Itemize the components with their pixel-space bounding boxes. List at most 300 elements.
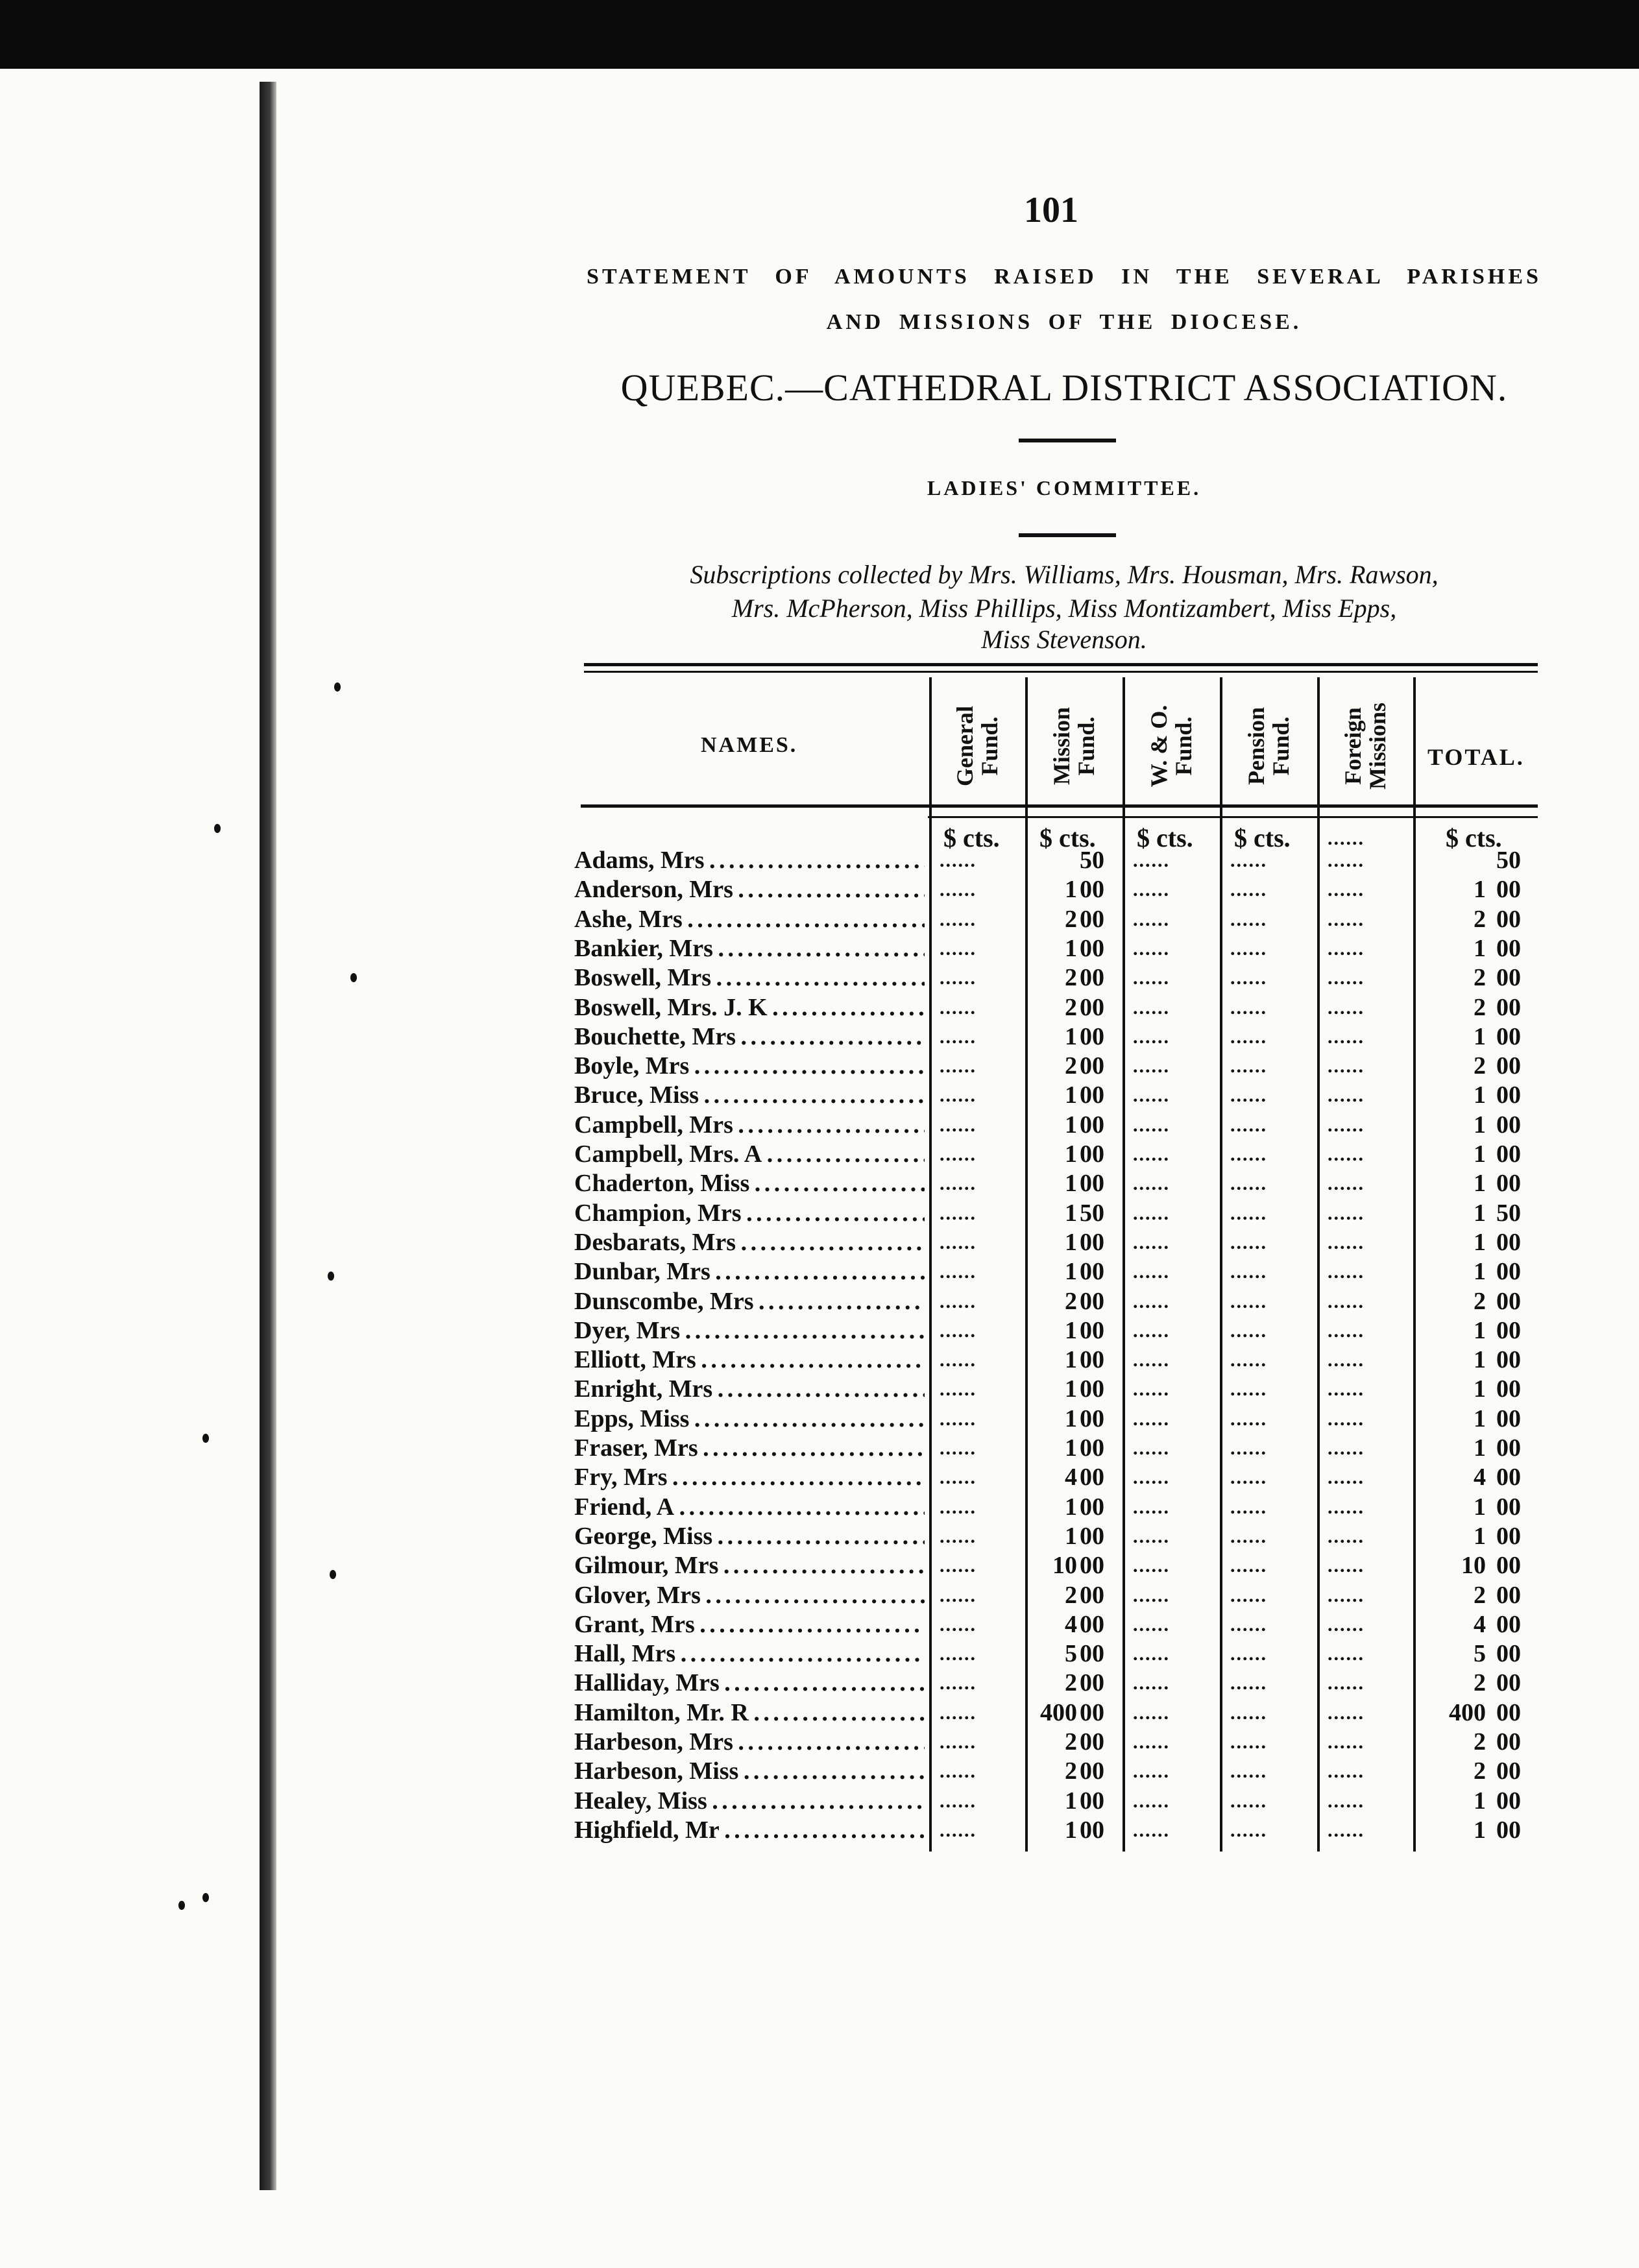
leader-dots: ...... — [940, 1349, 977, 1371]
table-row — [574, 1669, 1541, 1698]
mission-dollars: 1 — [1065, 1023, 1077, 1050]
mission-dollars: 1 — [1065, 1081, 1077, 1109]
table-row — [574, 1551, 1541, 1580]
leader-dots: ...... — [940, 1115, 977, 1136]
column-header-line: Fund. — [1268, 716, 1294, 776]
leader-dots: ...... — [1328, 1173, 1365, 1194]
column-header — [953, 706, 1002, 786]
row-name: Fraser, Mrs . . . — [574, 1434, 925, 1463]
leader-dots: ...... — [1133, 1820, 1170, 1841]
mission-cents: 00 — [1080, 1375, 1104, 1403]
table-row — [574, 993, 1541, 1022]
total-cents: 00 — [1496, 1111, 1521, 1139]
leader-dots: ...... — [1230, 1203, 1267, 1224]
mission-cents: 00 — [1080, 994, 1104, 1021]
mission-dollars: 2 — [1065, 906, 1077, 933]
leader-dots: ...... — [1328, 1203, 1365, 1224]
total-cents: 00 — [1496, 1728, 1521, 1755]
mission-cents: 00 — [1080, 1434, 1104, 1462]
mission-dollars: 400 — [1040, 1699, 1077, 1726]
leader-dots: ...... — [1328, 879, 1365, 900]
total-cents: 00 — [1496, 1405, 1521, 1432]
total-cents: 00 — [1496, 1640, 1521, 1667]
mission-cents: 50 — [1080, 847, 1104, 874]
total-cents: 00 — [1496, 1493, 1521, 1521]
statement-subheading: AND MISSIONS OF THE DIOCESE. — [826, 310, 1302, 334]
table-row — [574, 1522, 1541, 1551]
table-row — [574, 1493, 1541, 1522]
total-dollars: 1 — [1474, 1405, 1486, 1432]
total-dollars: 1 — [1474, 1434, 1486, 1462]
leader-dots: ...... — [1328, 1438, 1365, 1459]
leader-dots: ...... — [1133, 1761, 1170, 1782]
column-header — [1049, 707, 1099, 785]
column-header-line: Pension — [1243, 706, 1269, 786]
mission-cents: 00 — [1080, 1464, 1104, 1491]
table-row — [574, 1257, 1541, 1286]
mission-cents: 00 — [1080, 1611, 1104, 1638]
names-header: NAMES. — [701, 733, 798, 757]
mission-dollars: 1 — [1065, 1170, 1077, 1197]
leader-dots: ...... — [1230, 1144, 1267, 1165]
mission-dollars: 1 — [1065, 1317, 1077, 1344]
leader-dots: ...... — [1133, 1555, 1170, 1576]
leader-dots: ...... — [1133, 1702, 1170, 1724]
leader-dots: ...... — [1133, 1614, 1170, 1635]
leader-dots: ...... — [1133, 1291, 1170, 1312]
mission-cents: 00 — [1080, 1640, 1104, 1667]
leader-dots: ...... — [940, 1585, 977, 1606]
leader-dots: ...... — [940, 850, 977, 871]
mission-cents: 00 — [1080, 1728, 1104, 1755]
mission-cents: 00 — [1080, 1523, 1104, 1550]
total-dollars: 1 — [1474, 935, 1486, 962]
leader-dots: ...... — [1230, 1497, 1267, 1518]
mission-cents: 00 — [1080, 876, 1104, 903]
table-row — [574, 1434, 1541, 1463]
row-name: Bruce, Miss . . . — [574, 1081, 925, 1110]
mission-dollars: 2 — [1065, 1052, 1077, 1080]
mission-cents: 00 — [1080, 1052, 1104, 1080]
table-row — [574, 1375, 1541, 1404]
column-header-line: General — [952, 706, 978, 786]
row-name: Ashe, Mrs . . . — [574, 905, 925, 934]
mission-cents: 00 — [1080, 1140, 1104, 1168]
leader-dots: ...... — [1133, 1379, 1170, 1400]
leader-dots: ...... — [1328, 1791, 1365, 1812]
row-name: Boswell, Mrs. J. K . . . — [574, 993, 925, 1022]
total-dollars: 2 — [1474, 1669, 1486, 1696]
total-cents: 00 — [1496, 1375, 1521, 1403]
leader-dots: ...... — [940, 1379, 977, 1400]
leader-dots: ...... — [1328, 1555, 1365, 1576]
row-name: Elliott, Mrs . . . — [574, 1345, 925, 1375]
total-dollars: 2 — [1474, 964, 1486, 991]
table-header-rule — [581, 804, 1538, 808]
leader-dots: ...... — [940, 1643, 977, 1665]
table-row — [574, 1757, 1541, 1786]
subscriptions-line-2: Mrs. McPherson, Miss Phillips, Miss Montizambert, Miss Epps, — [731, 594, 1397, 623]
total-dollars: 1 — [1474, 1200, 1486, 1227]
mission-cents: 00 — [1080, 1405, 1104, 1432]
leader-dots: ...... — [1133, 938, 1170, 959]
total-cents: 00 — [1496, 1081, 1521, 1109]
row-name: Halliday, Mrs . . . — [574, 1669, 925, 1698]
column-header — [1147, 705, 1196, 788]
row-name: Dunscombe, Mrs . . . — [574, 1287, 925, 1316]
mission-cents: 00 — [1080, 1582, 1104, 1609]
leader-dots: ...... — [1328, 828, 1365, 849]
mission-dollars: 1 — [1065, 1258, 1077, 1285]
leader-dots: ...... — [940, 1672, 977, 1694]
margin-speck — [202, 1434, 209, 1443]
total-dollars: 1 — [1474, 1493, 1486, 1521]
total-cents: 00 — [1496, 1816, 1521, 1844]
leader-dots: ...... — [940, 1026, 977, 1048]
table-top-rule — [584, 663, 1538, 666]
table-header-rule — [928, 816, 1538, 818]
leader-dots: ...... — [1328, 1144, 1365, 1165]
row-name: Campbell, Mrs. A . . . — [574, 1140, 925, 1169]
total-cents: 00 — [1496, 1552, 1521, 1579]
row-name: Harbeson, Miss . . . — [574, 1757, 925, 1786]
table-row — [574, 875, 1541, 904]
total-cents: 00 — [1496, 1434, 1521, 1462]
total-cents: 50 — [1496, 847, 1521, 874]
leader-dots: ...... — [940, 1056, 977, 1077]
column-header-line: Foreign — [1340, 707, 1366, 785]
leader-dots: ...... — [1133, 909, 1170, 930]
table-row — [574, 1581, 1541, 1610]
table-row — [574, 846, 1541, 875]
leader-dots: ...... — [940, 1555, 977, 1576]
leader-dots: ...... — [940, 1702, 977, 1724]
mission-dollars: 10 — [1052, 1552, 1077, 1579]
total-dollars: 1 — [1474, 1787, 1486, 1815]
column-header — [1244, 707, 1293, 785]
row-name: Glover, Mrs . . . — [574, 1581, 925, 1610]
leader-dots: ...... — [1328, 1614, 1365, 1635]
mission-dollars: 1 — [1065, 1375, 1077, 1403]
leader-dots: ...... — [1328, 938, 1365, 959]
leader-dots: ...... — [1328, 1026, 1365, 1048]
total-dollars: 2 — [1474, 1288, 1486, 1315]
table-row — [574, 1287, 1541, 1316]
mission-dollars: 1 — [1065, 1405, 1077, 1432]
leader-dots: ...... — [940, 1144, 977, 1165]
leader-dots: ...... — [940, 1791, 977, 1812]
table-row — [574, 1111, 1541, 1140]
row-name: Adams, Mrs . . . — [574, 846, 925, 875]
total-dollars: 1 — [1474, 1258, 1486, 1285]
mission-dollars: 1 — [1065, 935, 1077, 962]
leader-dots: ...... — [940, 1467, 977, 1488]
mission-dollars: 2 — [1065, 1757, 1077, 1785]
table-row — [574, 934, 1541, 963]
row-name: Boswell, Mrs . . . — [574, 963, 925, 993]
leader-dots: ...... — [1328, 1820, 1365, 1841]
total-dollars: 1 — [1474, 1140, 1486, 1168]
total-dollars: 1 — [1474, 1523, 1486, 1550]
mission-cents: 00 — [1080, 1787, 1104, 1815]
leader-dots: ...... — [1133, 1026, 1170, 1048]
leader-dots: ...... — [1230, 1349, 1267, 1371]
mission-dollars: 2 — [1065, 1669, 1077, 1696]
mission-dollars: 1 — [1065, 1816, 1077, 1844]
leader-dots: ...... — [1133, 1320, 1170, 1342]
table-row — [574, 963, 1541, 993]
page-number: 101 — [1024, 190, 1078, 230]
total-cents: 00 — [1496, 1669, 1521, 1696]
total-dollars: 2 — [1474, 1052, 1486, 1080]
mission-cents: 00 — [1080, 1669, 1104, 1696]
column-header-line: Fund. — [977, 716, 1002, 776]
total-cents: 00 — [1496, 1140, 1521, 1168]
total-dollars: 1 — [1474, 1081, 1486, 1109]
margin-speck — [214, 824, 221, 833]
margin-speck — [330, 1570, 336, 1579]
table-row — [574, 1787, 1541, 1816]
column-units: $ cts. — [1234, 823, 1291, 852]
mission-cents: 00 — [1080, 1816, 1104, 1844]
margin-speck — [334, 682, 341, 692]
leader-dots: ...... — [1133, 1526, 1170, 1547]
total-cents: 00 — [1496, 1611, 1521, 1638]
row-name: Anderson, Mrs . . . — [574, 875, 925, 904]
column-header-line: Missions — [1365, 702, 1390, 790]
total-dollars: 5 — [1474, 1640, 1486, 1667]
leader-dots: ...... — [1133, 1203, 1170, 1224]
row-name: Dunbar, Mrs . . . — [574, 1257, 925, 1286]
table-row — [574, 1169, 1541, 1198]
table-row — [574, 1816, 1541, 1845]
total-cents: 50 — [1496, 1200, 1521, 1227]
mission-cents: 00 — [1080, 964, 1104, 991]
mission-dollars: 2 — [1065, 1582, 1077, 1609]
table-top-rule — [584, 671, 1538, 673]
leader-dots: ...... — [1230, 879, 1267, 900]
leader-dots: ...... — [940, 1173, 977, 1194]
leader-dots: ...... — [1230, 1085, 1267, 1106]
total-cents: 00 — [1496, 1757, 1521, 1785]
total-dollars: 1 — [1474, 1170, 1486, 1197]
subscriptions-line-1: Subscriptions collected by Mrs. Williams, Mrs. Housman, Mrs. Rawson, — [690, 560, 1439, 589]
column-units: $ cts. — [1137, 823, 1193, 852]
column-header — [1341, 703, 1390, 790]
row-name: Fry, Mrs . . . — [574, 1463, 925, 1492]
leader-dots: ...... — [940, 997, 977, 1019]
leader-dots: ...... — [1230, 997, 1267, 1019]
leader-dots: ...... — [1230, 1526, 1267, 1547]
total-dollars: 1 — [1474, 1023, 1486, 1050]
mission-cents: 00 — [1080, 1699, 1104, 1726]
row-name: Dyer, Mrs . . . — [574, 1316, 925, 1345]
row-name: Chaderton, Miss . . . — [574, 1169, 925, 1198]
total-dollars: 2 — [1474, 994, 1486, 1021]
mission-dollars: 1 — [1065, 1787, 1077, 1815]
mission-cents: 00 — [1080, 1552, 1104, 1579]
leader-dots: ...... — [940, 1203, 977, 1224]
table-row — [574, 1228, 1541, 1257]
mission-dollars: 2 — [1065, 964, 1077, 991]
row-name: Boyle, Mrs . . . — [574, 1052, 925, 1081]
row-name: Hamilton, Mr. R . . . — [574, 1698, 925, 1728]
total-units: $ cts. — [1446, 823, 1502, 852]
row-name: Gilmour, Mrs . . . — [574, 1551, 925, 1580]
total-cents: 00 — [1496, 1464, 1521, 1491]
leader-dots: ...... — [1328, 1320, 1365, 1342]
mission-dollars: 2 — [1065, 1728, 1077, 1755]
column-header-line: Fund. — [1171, 716, 1196, 776]
leader-dots: ...... — [1328, 1731, 1365, 1753]
table-row — [574, 1022, 1541, 1052]
leader-dots: ...... — [1133, 850, 1170, 871]
leader-dots: ...... — [1133, 879, 1170, 900]
total-cents: 00 — [1496, 1699, 1521, 1726]
leader-dots: ...... — [1328, 1115, 1365, 1136]
margin-speck — [328, 1272, 334, 1281]
row-name: Bankier, Mrs . . . — [574, 934, 925, 963]
total-dollars: 1 — [1474, 1375, 1486, 1403]
mission-cents: 00 — [1080, 1258, 1104, 1285]
total-cents: 00 — [1496, 935, 1521, 962]
mission-cents: 00 — [1080, 935, 1104, 962]
title-rule — [1019, 439, 1116, 442]
total-cents: 00 — [1496, 994, 1521, 1021]
total-dollars: 1 — [1474, 1346, 1486, 1373]
leader-dots: ...... — [1328, 1643, 1365, 1665]
total-cents: 00 — [1496, 1229, 1521, 1256]
row-name: Grant, Mrs . . . — [574, 1610, 925, 1639]
leader-dots: ...... — [940, 1820, 977, 1841]
leader-dots: ...... — [1133, 1672, 1170, 1694]
margin-speck — [350, 973, 357, 982]
leader-dots: ...... — [1230, 1731, 1267, 1753]
total-cents: 00 — [1496, 1346, 1521, 1373]
table-row — [574, 1639, 1541, 1669]
leader-dots: ...... — [1328, 1497, 1365, 1518]
leader-dots: ...... — [940, 1614, 977, 1635]
row-name: George, Miss . . . — [574, 1522, 925, 1551]
total-dollars: 1 — [1474, 1111, 1486, 1139]
leader-dots: ...... — [1230, 850, 1267, 871]
leader-dots: ...... — [1230, 1555, 1267, 1576]
leader-dots: ...... — [1133, 1085, 1170, 1106]
mission-dollars: 1 — [1065, 1229, 1077, 1256]
leader-dots: ...... — [1230, 1438, 1267, 1459]
row-name: Hall, Mrs . . . — [574, 1639, 925, 1669]
row-name: Champion, Mrs . . . — [574, 1199, 925, 1228]
total-cents: 00 — [1496, 1170, 1521, 1197]
mission-dollars: 2 — [1065, 1288, 1077, 1315]
leader-dots: ...... — [1328, 1056, 1365, 1077]
committee-title: LADIES' COMMITTEE. — [927, 476, 1202, 500]
leader-dots: ...... — [1328, 850, 1365, 871]
table-row — [574, 1199, 1541, 1228]
table-row — [574, 1698, 1541, 1728]
total-cents: 00 — [1496, 1582, 1521, 1609]
total-cents: 00 — [1496, 1023, 1521, 1050]
total-cents: 00 — [1496, 1523, 1521, 1550]
row-name: Desbarats, Mrs . . . — [574, 1228, 925, 1257]
mission-cents: 00 — [1080, 1757, 1104, 1785]
association-title: QUEBEC.—CATHEDRAL DISTRICT ASSOCIATION. — [620, 367, 1508, 409]
mission-dollars: 1 — [1065, 1200, 1077, 1227]
total-cents: 00 — [1496, 906, 1521, 933]
leader-dots: ...... — [1328, 1526, 1365, 1547]
leader-dots: ...... — [940, 1761, 977, 1782]
leader-dots: ...... — [1133, 1232, 1170, 1253]
subscriptions-line-3: Miss Stevenson. — [981, 625, 1147, 654]
total-cents: 00 — [1496, 1052, 1521, 1080]
leader-dots: ...... — [940, 1438, 977, 1459]
leader-dots: ...... — [940, 1731, 977, 1753]
leader-dots: ...... — [1133, 1438, 1170, 1459]
leader-dots: ...... — [1230, 967, 1267, 989]
column-header-line: Fund. — [1073, 716, 1099, 776]
total-cents: 00 — [1496, 876, 1521, 903]
margin-speck — [202, 1893, 209, 1902]
leader-dots: ...... — [1133, 967, 1170, 989]
table-row — [574, 1405, 1541, 1434]
column-units: $ cts. — [1039, 823, 1096, 852]
leader-dots: ...... — [1328, 997, 1365, 1019]
table-row — [574, 1463, 1541, 1492]
mission-dollars: 1 — [1065, 1493, 1077, 1521]
leader-dots: ...... — [1328, 1672, 1365, 1694]
column-header-line: Mission — [1049, 706, 1074, 786]
total-dollars: 1 — [1474, 876, 1486, 903]
leader-dots: ...... — [940, 1261, 977, 1283]
leader-dots: ...... — [1230, 1672, 1267, 1694]
mission-cents: 00 — [1080, 1111, 1104, 1139]
leader-dots: ...... — [1133, 1408, 1170, 1430]
row-name: Enright, Mrs . . . — [574, 1375, 925, 1404]
mission-cents: 00 — [1080, 906, 1104, 933]
total-cents: 00 — [1496, 1787, 1521, 1815]
mission-dollars: 5 — [1065, 1640, 1077, 1667]
leader-dots: ...... — [1230, 1408, 1267, 1430]
leader-dots: ...... — [1230, 1026, 1267, 1048]
leader-dots: ...... — [1133, 1261, 1170, 1283]
mission-cents: 00 — [1080, 1346, 1104, 1373]
row-name: Highfield, Mr . . . — [574, 1816, 925, 1845]
row-name: Healey, Miss . . . — [574, 1787, 925, 1816]
mission-dollars: 1 — [1065, 1523, 1077, 1550]
total-cents: 00 — [1496, 964, 1521, 991]
leader-dots: ...... — [1230, 1467, 1267, 1488]
leader-dots: ...... — [1133, 1585, 1170, 1606]
leader-dots: ...... — [1230, 938, 1267, 959]
row-name: Harbeson, Mrs . . . — [574, 1728, 925, 1757]
leader-dots: ...... — [1328, 1379, 1365, 1400]
total-dollars: 1 — [1474, 1816, 1486, 1844]
total-dollars: 2 — [1474, 906, 1486, 933]
total-dollars: 1 — [1474, 1229, 1486, 1256]
leader-dots: ...... — [1230, 1791, 1267, 1812]
leader-dots: ...... — [1230, 1702, 1267, 1724]
total-cents: 00 — [1496, 1288, 1521, 1315]
total-cents: 00 — [1496, 1258, 1521, 1285]
leader-dots: ...... — [1133, 1731, 1170, 1753]
margin-speck — [178, 1901, 185, 1910]
mission-dollars: 2 — [1065, 994, 1077, 1021]
leader-dots: ...... — [1230, 1173, 1267, 1194]
leader-dots: ...... — [1230, 1232, 1267, 1253]
leader-dots: ...... — [1328, 1702, 1365, 1724]
leader-dots: ...... — [1328, 1408, 1365, 1430]
mission-dollars: 4 — [1065, 1464, 1077, 1491]
